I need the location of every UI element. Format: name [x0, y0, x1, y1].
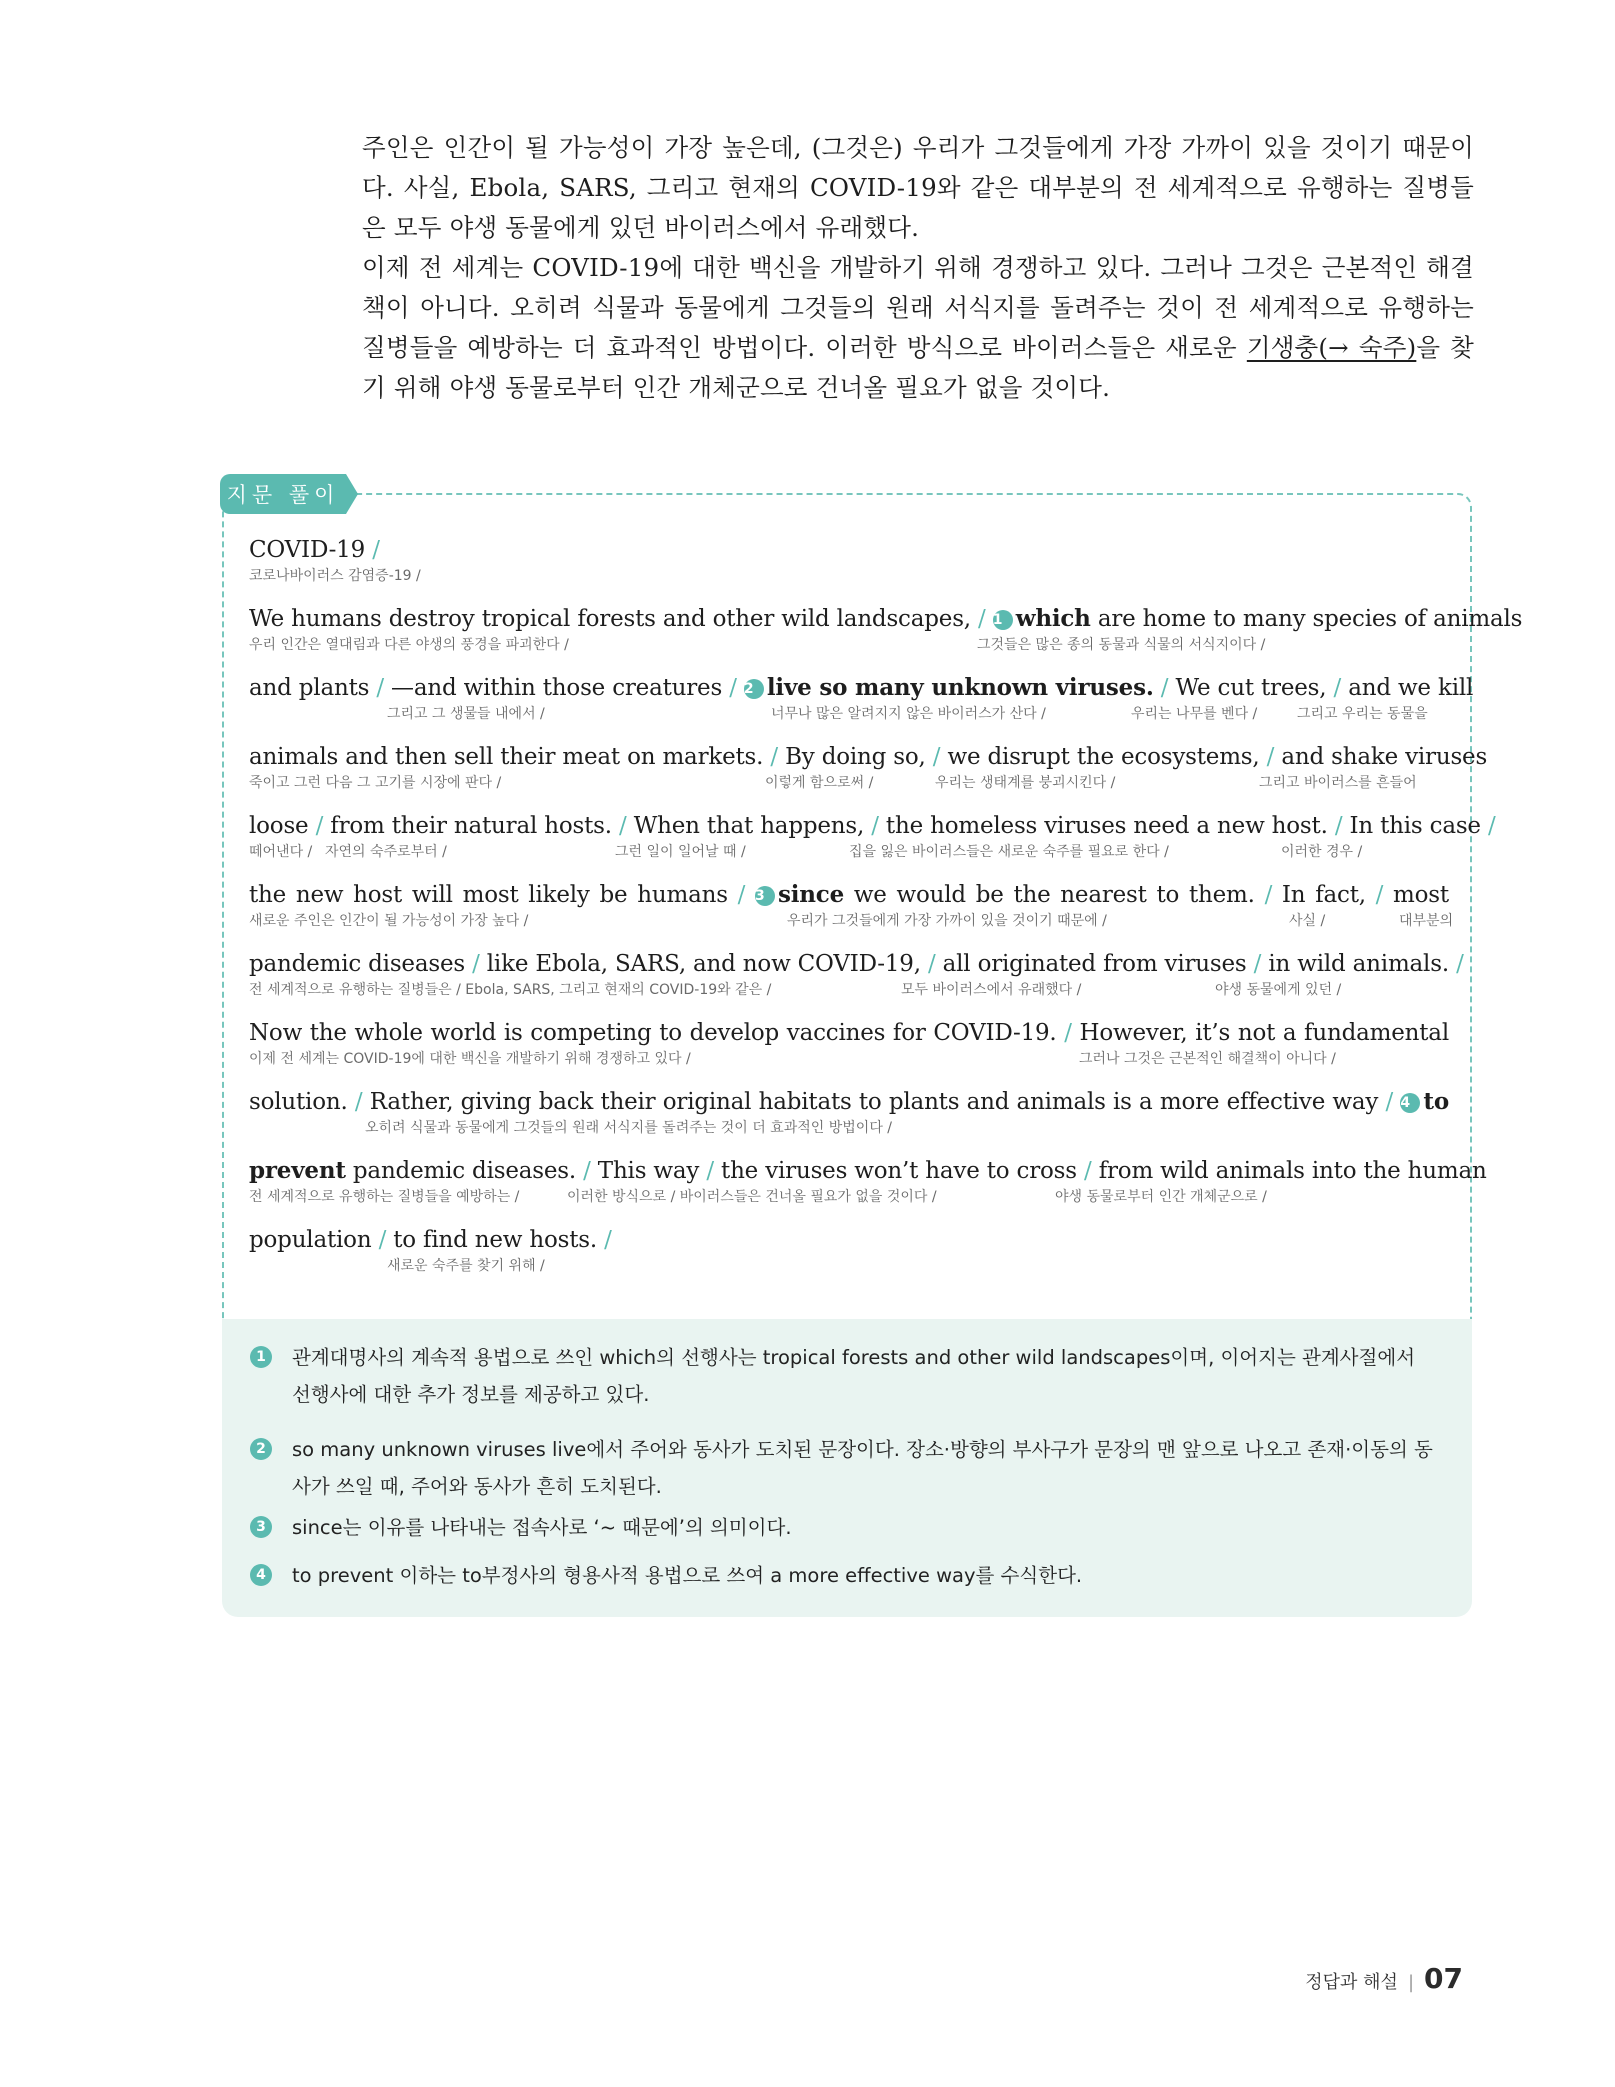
phrase: Now the whole world is competing to develop vaccines for COVID-19. — [249, 1020, 1057, 1046]
note-number: 3 — [250, 1516, 272, 1538]
slash: / — [1487, 813, 1496, 839]
phrase: the viruses won’t have to cross — [721, 1158, 1077, 1184]
slash: / — [770, 744, 778, 770]
note-text: 관계대명사의 계속적 용법으로 쓰인 which의 선행사는 tropical forests and other wild landscapes이며, 이어지는 관계사절에서 선행사에 대한 추가 정보를 제공하고 있다. — [292, 1346, 1416, 1406]
phrase: pandemic diseases. — [352, 1158, 576, 1184]
korean-paragraph-2-end: 을 찾기 위해 야생 동물로부터 인간 개체군으로 건너올 필요가 없을 것이다. — [362, 333, 1474, 402]
gloss: 이렇게 함으로써 / — [765, 775, 874, 791]
gloss: 새로운 주인은 인간이 될 가능성이 가장 높다 / — [249, 913, 529, 929]
gloss: 그런 일이 일어날 때 / — [615, 844, 746, 860]
gloss: 집을 잃은 바이러스들은 새로운 숙주를 필요로 한다 / — [849, 844, 1169, 860]
note-text: so many unknown viruses live에서 주어와 동사가 도치된 문장이다. 장소·방향의 부사구가 문장의 맨 앞으로 나오고 존재·이동의 동사가 쓰일 때, 주어와 동사가 흔히 도치된다. — [292, 1438, 1433, 1498]
keyword-inversion: live so many unknown viruses. — [766, 674, 1154, 701]
grammar-notes — [222, 1319, 1472, 1617]
note-item — [250, 1509, 1440, 1546]
gloss: 전 세계적으로 유행하는 질병들을 예방하는 / — [249, 1189, 520, 1205]
keyword-prevent: prevent — [249, 1157, 346, 1184]
passage-line — [249, 880, 1454, 930]
gloss-line — [249, 565, 1449, 585]
gloss: 전 세계적으로 유행하는 질병들은 / Ebola, SARS, 그리고 현재의 COVID-19와 같은 / — [249, 982, 772, 998]
gloss: 사실 / — [1289, 913, 1326, 929]
underlined-term: 기생충(→ 숙주) — [1246, 333, 1417, 362]
slash: / — [871, 813, 879, 839]
slash: / — [729, 675, 737, 701]
korean-translation — [362, 128, 1474, 408]
english-line — [249, 1156, 1487, 1186]
slash: / — [315, 813, 324, 839]
english-line — [249, 535, 1449, 565]
phrase: In fact, — [1281, 882, 1366, 908]
gloss: 우리는 나무를 벤다 / — [1131, 706, 1258, 722]
phrase: in wild animals. — [1268, 951, 1449, 977]
phrase: This way — [597, 1158, 700, 1184]
gloss: 그것들은 많은 종의 동물과 식물의 서식지이다 / — [977, 637, 1266, 653]
phrase: most — [1393, 882, 1449, 908]
korean-paragraph-2-start: 이제 전 세계는 COVID-19에 대한 백신을 개발하기 위해 경쟁하고 있다. 그러나 그것은 근본적인 해결책이 아니다. 오히려 식물과 동물에게 그것들의 원래 서식지를 돌려주는 것이 전 세계적으로 유행하는 질병들을 예방하는 더 효과적인 방법이다. 이러한 방식으로 바이러스들은 새로운 — [362, 253, 1474, 362]
note-marker-4: 4 — [1400, 1093, 1420, 1113]
phrase: We cut trees, — [1175, 675, 1327, 701]
slash: / — [583, 1158, 591, 1184]
phrase: Rather, giving back their original habitats to plants and animals is a more effective way — [369, 1089, 1379, 1115]
gloss: 그리고 바이러스를 흔들어 — [1259, 775, 1417, 791]
slash: / — [372, 537, 380, 563]
gloss: 코로나바이러스 감염증-19 / — [249, 568, 421, 584]
keyword-which: which — [1015, 605, 1091, 632]
passage-line — [249, 1018, 1449, 1068]
gloss-line — [249, 1117, 1449, 1137]
keyword-to: to — [1423, 1088, 1449, 1115]
gloss: 자연의 숙주로부터 / — [325, 844, 447, 860]
gloss: 야생 동물에게 있던 / — [1215, 982, 1342, 998]
note-marker-2: 2 — [744, 679, 764, 699]
phrase: solution. — [249, 1089, 348, 1115]
phrase: However, it’s not a fundamental — [1079, 1020, 1449, 1046]
slash: / — [376, 675, 384, 701]
note-item — [250, 1431, 1440, 1505]
phrase: loose — [249, 813, 309, 839]
phrase: to find new hosts. — [393, 1227, 598, 1253]
gloss: 새로운 숙주를 찾기 위해 / — [387, 1258, 545, 1274]
english-line — [249, 673, 1474, 703]
gloss: 이제 전 세계는 COVID-19에 대한 백신을 개발하기 위해 경쟁하고 있다 / — [249, 1051, 691, 1067]
english-line — [249, 811, 1496, 841]
phrase: like Ebola, SARS, and now COVID-19, — [486, 951, 921, 977]
gloss: 그리고 그 생물들 내에서 / — [387, 706, 545, 722]
slash: / — [472, 951, 480, 977]
phrase: animals and then sell their meat on markets. — [249, 744, 764, 770]
passage-line — [249, 535, 1449, 585]
english-line — [249, 880, 1449, 910]
passage-line — [249, 1087, 1449, 1137]
passage-line — [249, 604, 1523, 654]
slash: / — [737, 882, 746, 908]
english-line — [249, 949, 1464, 979]
note-text: to prevent 이하는 to부정사의 형용사적 용법으로 쓰여 a more effective way를 수식한다. — [292, 1564, 1083, 1587]
english-line — [249, 1225, 1449, 1255]
slash: / — [1160, 675, 1169, 701]
phrase: pandemic diseases — [249, 951, 465, 977]
slash: / — [978, 606, 986, 632]
slash: / — [932, 744, 941, 770]
phrase: COVID-19 — [249, 537, 366, 563]
gloss-line — [249, 979, 1449, 999]
slash: / — [1084, 1158, 1092, 1184]
phrase: —and within those creatures — [391, 675, 723, 701]
phrase: from wild animals into the human — [1098, 1158, 1487, 1184]
slash: / — [927, 951, 936, 977]
section-tag: 지문 풀이 — [220, 474, 346, 514]
passage-line — [249, 673, 1474, 723]
english-line — [249, 1087, 1449, 1117]
passage-line — [249, 811, 1496, 861]
gloss: 떼어낸다 / — [249, 844, 313, 860]
gloss-line — [249, 1255, 1449, 1275]
gloss: 모두 바이러스에서 유래했다 / — [901, 982, 1082, 998]
gloss: 이러한 경우 / — [1281, 844, 1363, 860]
phrase: we would be the nearest to them. — [853, 882, 1255, 908]
phrase: are home to many species of animals — [1097, 606, 1523, 632]
english-line — [249, 742, 1488, 772]
page-footer — [1305, 1962, 1463, 1995]
slash: / — [354, 1089, 363, 1115]
phrase: In this case — [1349, 813, 1481, 839]
gloss: 오히려 식물과 동물에게 그것들의 원래 서식지를 돌려주는 것이 더 효과적인 방법이다 / — [365, 1120, 893, 1136]
keyword-since: since — [777, 881, 845, 908]
korean-paragraph-2 — [362, 248, 1474, 408]
slash: / — [706, 1158, 714, 1184]
slash: / — [1375, 882, 1384, 908]
phrase: we disrupt the ecosystems, — [947, 744, 1260, 770]
gloss: 우리가 그것들에게 가장 가까이 있을 것이기 때문에 / — [787, 913, 1107, 929]
slash: / — [1266, 744, 1275, 770]
slash: / — [604, 1227, 612, 1253]
note-marker-1: 1 — [993, 610, 1013, 630]
passage-line — [249, 949, 1464, 999]
phrase: and we kill — [1348, 675, 1474, 701]
korean-paragraph-1: 주인은 인간이 될 가능성이 가장 높은데, (그것은) 우리가 그것들에게 가장 가까이 있을 것이기 때문이다. 사실, Ebola, SARS, 그리고 현재의 COVID-19와 같은 대부분의 전 세계적으로 유행하는 질병들은 모두 야생 동물에게 있던 바이러스에서 유래했다. — [362, 133, 1474, 242]
slash: / — [1333, 675, 1342, 701]
gloss-line — [249, 703, 1449, 723]
note-number: 1 — [250, 1346, 272, 1368]
slash: / — [1385, 1089, 1394, 1115]
phrase: all originated from viruses — [942, 951, 1247, 977]
phrase: and plants — [249, 675, 370, 701]
phrase: By doing so, — [785, 744, 926, 770]
gloss: 그러나 그것은 근본적인 해결책이 아니다 / — [1079, 1051, 1336, 1067]
phrase: the new host will most likely be humans — [249, 882, 728, 908]
slash: / — [1456, 951, 1464, 977]
gloss: 우리 인간은 열대림과 다른 야생의 풍경을 파괴한다 / — [249, 637, 569, 653]
passage-line — [249, 1156, 1487, 1206]
phrase: When that happens, — [633, 813, 865, 839]
phrase: from their natural hosts. — [330, 813, 612, 839]
passage-line — [249, 742, 1488, 792]
phrase: and shake viruses — [1281, 744, 1488, 770]
gloss: 그리고 우리는 동물을 — [1297, 706, 1428, 722]
slash: / — [619, 813, 627, 839]
english-line — [249, 1018, 1449, 1048]
gloss: 야생 동물로부터 인간 개체군으로 / — [1055, 1189, 1267, 1205]
gloss-line — [249, 634, 1449, 654]
gloss-line — [249, 772, 1449, 792]
slash: / — [1253, 951, 1262, 977]
note-number: 2 — [250, 1438, 272, 1460]
gloss-line — [249, 910, 1454, 930]
passage-line — [249, 1225, 1449, 1275]
gloss: 너무나 많은 알려지지 않은 바이러스가 산다 / — [771, 706, 1046, 722]
note-item — [250, 1557, 1440, 1594]
footer-separator: | — [1407, 1972, 1415, 1993]
note-item — [250, 1339, 1440, 1413]
page-number: 07 — [1424, 1962, 1463, 1995]
slash: / — [1334, 813, 1343, 839]
phrase: population — [249, 1227, 372, 1253]
gloss-line — [249, 1186, 1449, 1206]
gloss-line — [249, 1048, 1449, 1068]
footer-label: 정답과 해설 — [1305, 1972, 1398, 1993]
gloss: 대부분의 — [1399, 913, 1454, 929]
phrase: the homeless viruses need a new host. — [885, 813, 1328, 839]
gloss: 죽이고 그런 다음 그 고기를 시장에 판다 / — [249, 775, 502, 791]
english-line — [249, 604, 1523, 634]
gloss: 이러한 방식으로 / 바이러스들은 건너올 필요가 없을 것이다 / — [567, 1189, 937, 1205]
note-number: 4 — [250, 1564, 272, 1586]
phrase: We humans destroy tropical forests and other wild landscapes, — [249, 606, 971, 632]
gloss: 우리는 생태계를 붕괴시킨다 / — [935, 775, 1116, 791]
slash: / — [1064, 1020, 1072, 1046]
slash: / — [378, 1227, 387, 1253]
note-marker-3: 3 — [755, 886, 775, 906]
note-text: since는 이유를 나타내는 접속사로 ‘~ 때문에’의 의미이다. — [292, 1516, 792, 1539]
slash: / — [1264, 882, 1273, 908]
gloss-line — [249, 841, 1449, 861]
